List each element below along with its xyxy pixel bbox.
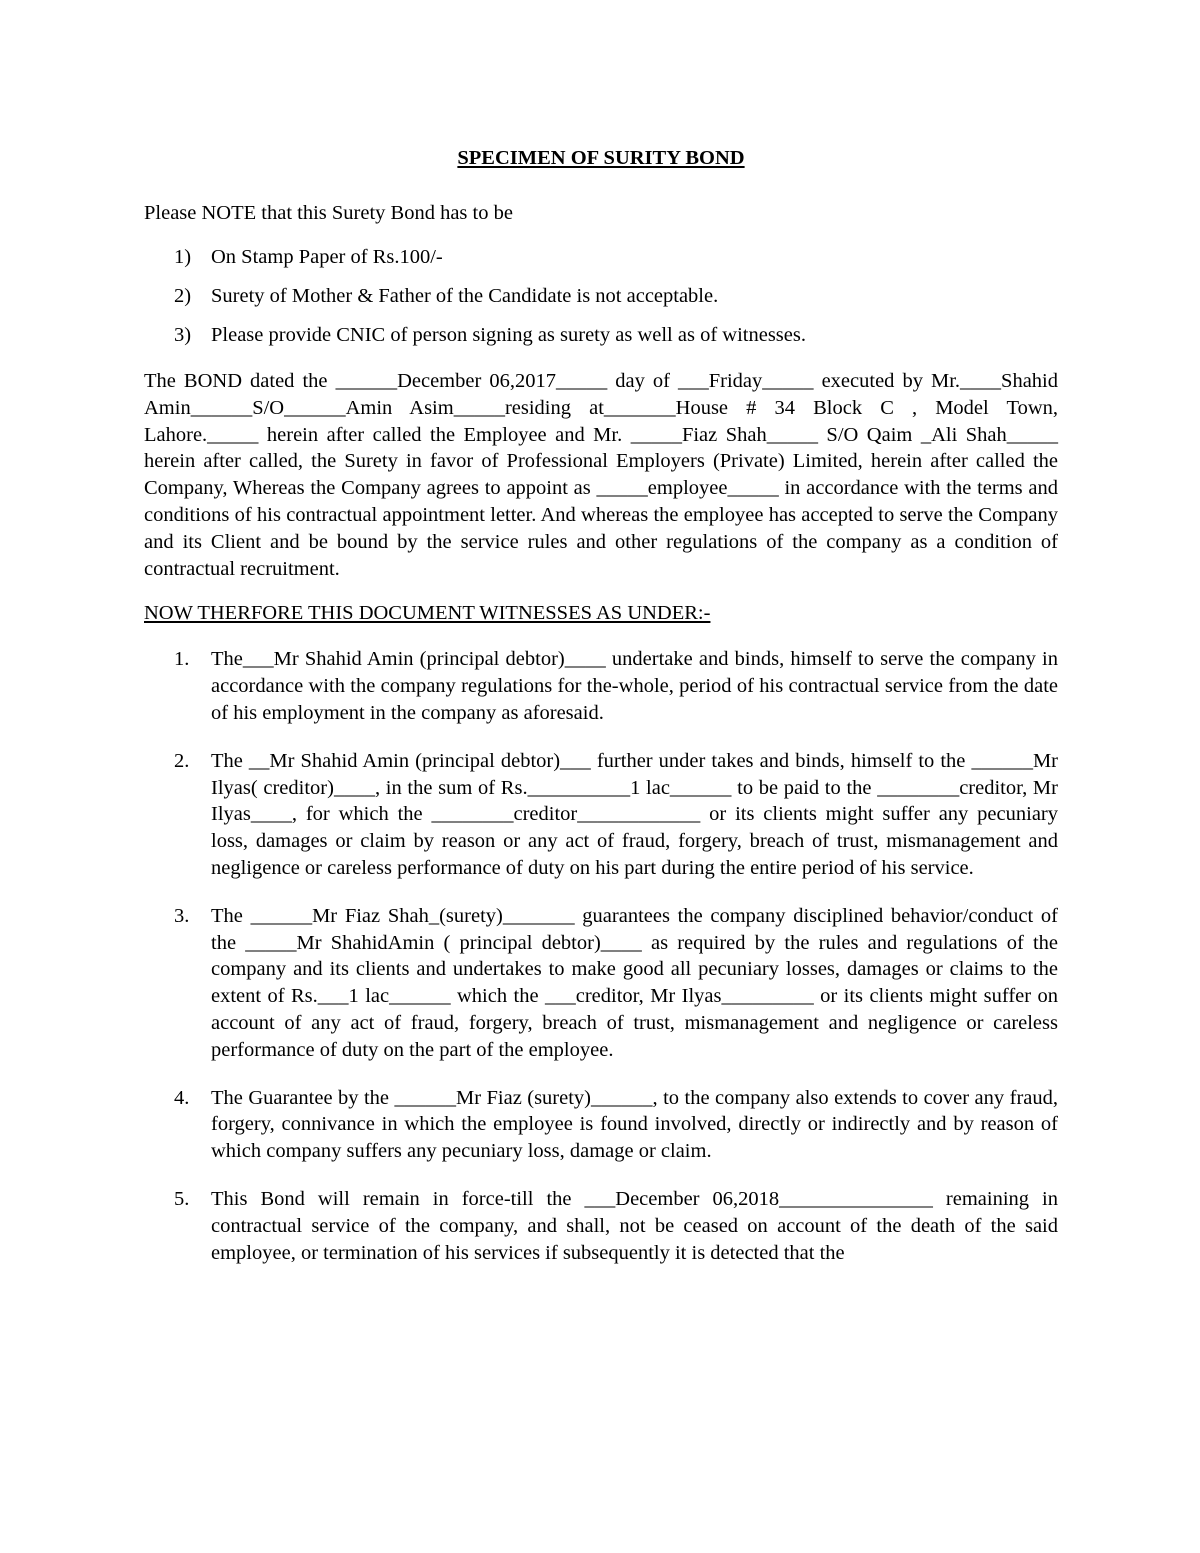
- clause-number: 5.: [174, 1187, 190, 1210]
- clause-text: The __Mr Shahid Amin (principal debtor)___ further under takes and binds, himself to the ______Mr Ilyas( creditor)____, in the sum of Rs.__________1 lac______ to be paid to the ________creditor, Mr Ilyas____, for which the ________creditor____________ or its clients might suffer any pecuniary loss, damages or claim by reason or any act of fraud, forgery, breach of trust, mismanagement and negligence or careless performance of duty on his part during the entire period of his service.: [211, 749, 1058, 879]
- clause-item: [144, 1085, 1058, 1165]
- clause-text: The ______Mr Fiaz Shah_(surety)_______ guarantees the company disciplined behavior/conduct of the _____Mr ShahidAmin ( principal debtor)____ as required by the rules and regulations of the company and its clients and undertakes to make good all pecuniary losses, damages or claims to the extent of Rs.___1 lac______ which the ___creditor, Mr Ilyas_________ or its clients might suffer on account of any act of fraud, forgery, breach of trust, mismanagement and negligence or careless performance of duty on the part of the employee.: [211, 904, 1058, 1061]
- clause-text: This Bond will remain in force-till the ___December 06,2018_______________ remaining in contractual service of the company, and shall, not be ceased on account of the death of the said employee, or termination of his services if subsequently it is detected that the: [211, 1187, 1058, 1264]
- note-intro: Please NOTE that this Surety Bond has to be: [144, 202, 513, 224]
- document-page: [144, 146, 1058, 1287]
- document-title: SPECIMEN OF SURITY BOND: [457, 147, 745, 169]
- clause-item: [144, 748, 1058, 882]
- clause-number: 2.: [174, 749, 190, 772]
- note-item: [144, 322, 1058, 348]
- clause-text: The Guarantee by the ______Mr Fiaz (surety)______, to the company also extends to cover any fraud, forgery, connivance in which the employee is found involved, directly or indirectly and by reason of which company suffers any pecuniary loss, damage or claim.: [211, 1086, 1058, 1163]
- bond-paragraph: The BOND dated the ______December 06,2017_____ day of ___Friday_____ executed by Mr.____Shahid Amin______S/O______Amin Asim_____residing at_______House # 34 Block C , Model Town, Lahore._____ herein after called the Employee and Mr. _____Fiaz Shah_____ S/O Qaim _Ali Shah_____ herein after called, the Surety in favor of Professional Employers (Private) Limited, herein after called the Company, Whereas the Company agrees to appoint as _____employee_____ in accordance with the terms and conditions of his contractual appointment letter. And whereas the employee has accepted to serve the Company and its Client and be bound by the service rules and other regulations of the company as a condition of contractual recruitment.: [144, 370, 1058, 580]
- clause-number: 1.: [174, 648, 190, 671]
- clause-number: 3.: [174, 904, 190, 927]
- clause-number: 4.: [174, 1086, 190, 1109]
- clause-item: [144, 646, 1058, 726]
- clause-text: The___Mr Shahid Amin (principal debtor)____ undertake and binds, himself to serve the company in accordance with the company regulations for the-whole, period of his contractual service from the date of his employment in the company as aforesaid.: [211, 648, 1058, 724]
- note-text: Please provide CNIC of person signing as surety as well as of witnesses.: [211, 324, 806, 346]
- note-number: 2): [174, 285, 192, 307]
- note-item: [144, 283, 1058, 309]
- note-text: On Stamp Paper of Rs.100/-: [211, 246, 443, 268]
- clause-list: [144, 646, 1058, 1266]
- note-number: 3): [174, 324, 192, 346]
- clause-item: [144, 1186, 1058, 1266]
- note-text: Surety of Mother & Father of the Candidate is not acceptable.: [211, 285, 719, 307]
- witness-heading: NOW THERFORE THIS DOCUMENT WITNESSES AS UNDER:-: [144, 602, 711, 625]
- note-list: [144, 244, 1058, 348]
- note-item: [144, 244, 1058, 270]
- note-number: 1): [174, 246, 192, 268]
- clause-item: [144, 903, 1058, 1064]
